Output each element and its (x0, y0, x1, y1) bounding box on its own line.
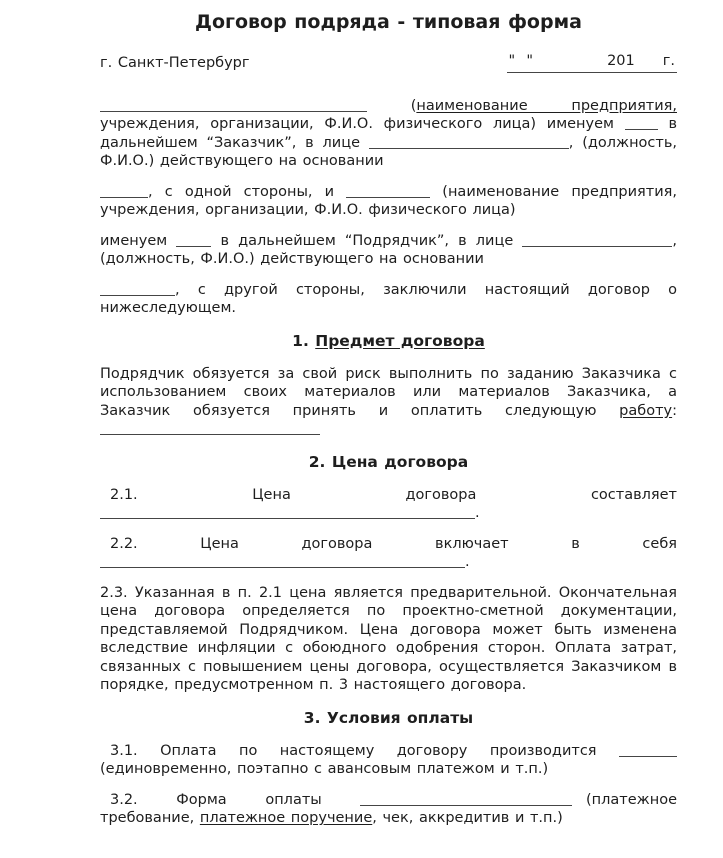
blank-field (176, 233, 211, 247)
text-run: именуем (100, 232, 177, 249)
text-run: , (должность, Ф.И.О.) действующего на основании (100, 134, 678, 169)
para-customer-intro (100, 97, 677, 171)
para-contractor-intro (100, 232, 677, 269)
text-run: , (должность, Ф.И.О.) действующего на основании (100, 232, 677, 267)
section-1-heading (100, 332, 677, 351)
text-run: . (475, 505, 480, 521)
clause-3-1 (100, 742, 677, 779)
place-label: г. Санкт-Петербург (100, 55, 250, 71)
blank-field (100, 98, 367, 112)
blank-field (346, 184, 430, 198)
text-run: 1. (292, 331, 316, 350)
text-run: , чек, аккредитив и т.п.) (372, 810, 563, 826)
text-run: (платежное требование, (100, 791, 678, 826)
section-3-heading (100, 709, 677, 728)
text-run: учреждения, организации, Ф.И.О. физического лица) именуем (100, 116, 625, 132)
text-run: платежное поручение (199, 810, 373, 826)
gap-spacer (635, 64, 663, 65)
document-meta-row (100, 52, 677, 73)
text-run: в дальнейшем “Подрядчик”, в лице (211, 232, 523, 249)
date-fill-in (507, 52, 677, 73)
blank-field (522, 233, 672, 247)
blank-field (625, 116, 658, 130)
para-conclusion-intro (100, 281, 677, 318)
blank-field (360, 792, 572, 806)
clause-2-2 (100, 535, 677, 572)
blank-field (369, 135, 569, 149)
text-run: 2. Цена договора (308, 452, 469, 471)
text-run: 2.1. Цена договора составляет (110, 486, 677, 503)
text-run: 201 (607, 53, 635, 69)
para-first-party (100, 183, 677, 220)
text-run: 2.3. Указанная в п. 2.1 цена является предварительной. Окончательная цена договора определяется по проектно-сметной документации, представляемой Подрядчиком. Цена договора может быть изменена вследствие инфляции с обоюдного одобрения сторон. Оплата затрат, связанных с повышением цены договора, осуществляется Заказчиком в порядке, предусмотренном п. 3 настоящего договора. (100, 584, 677, 693)
text-run: : (672, 402, 677, 419)
text-run: г. (662, 53, 675, 69)
clause-3-2 (100, 791, 677, 828)
text-run: 3.1. Оплата по настоящему договору производится (110, 742, 619, 759)
clause-2-1 (100, 486, 677, 523)
text-run: 3.2. Форма оплаты (110, 791, 361, 808)
blank-field (100, 554, 465, 568)
text-run: . (465, 554, 470, 570)
text-run: наименование предприятия, (416, 97, 677, 114)
text-run: " " (508, 53, 534, 69)
text-run: , с одной стороны, и (148, 183, 347, 200)
gap-spacer (533, 64, 607, 65)
blank-field (100, 282, 175, 296)
blank-field (100, 184, 148, 198)
text-run: ( (367, 97, 417, 114)
text-run: (наименование предприятия, учреждения, организации, Ф.И.О. физического лица) (100, 183, 677, 218)
text-run: 2.2. Цена договора включает в себя (110, 535, 677, 552)
section-2-heading (100, 453, 677, 472)
text-run: (единовременно, поэтапно с авансовым платежом и т.п.) (100, 761, 549, 777)
clause-2-3 (100, 584, 677, 695)
document-title: Договор подряда - типовая форма (195, 11, 582, 33)
blank-field (100, 421, 320, 435)
text-run: работу (619, 402, 673, 419)
text-run: , с другой стороны, заключили настоящий договор о нижеследующем. (100, 281, 677, 316)
text-run: в дальнейшем “Заказчик”, в лице (100, 116, 677, 151)
blank-field (100, 505, 475, 519)
blank-field (619, 743, 677, 757)
text-run: 3. Условия оплаты (303, 708, 474, 727)
clause-subject (100, 365, 677, 439)
text-run: Предмет договора (315, 331, 485, 350)
text-run: Подрядчик обязуется за свой риск выполнить по заданию Заказчика с использованием своих материалов или материалов Заказчика, а Заказчик обязуется принять и оплатить следующую (100, 365, 677, 419)
